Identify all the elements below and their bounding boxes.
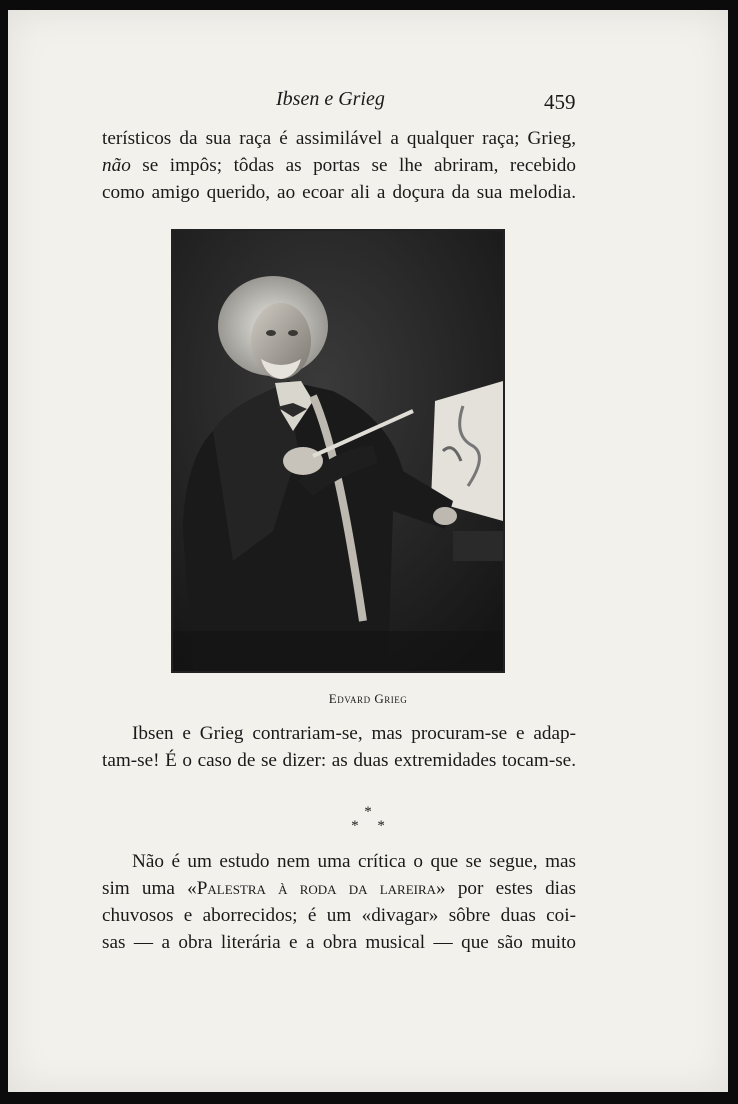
- paragraph-3-line: sas — a obra literária e a obra musical — que são muito: [102, 932, 576, 953]
- page-header: [8, 88, 728, 118]
- running-title: Ibsen e Grieg: [276, 88, 385, 110]
- book-page: [8, 10, 728, 1092]
- paragraph-2: [102, 720, 576, 774]
- paragraph-2-line: tam-se! É o caso de se dizer: as duas extremidades tocam-se.: [102, 750, 576, 771]
- italic-word: não: [102, 155, 131, 176]
- page-number: 459: [544, 90, 576, 114]
- paragraph-2-line: Ibsen e Grieg contrariam-se, mas procuram-se e adap-: [132, 723, 576, 744]
- figure-caption: Edvard Grieg: [328, 691, 408, 706]
- line-text: se impôs; tôdas as portas se lhe abriram, recebido: [130, 155, 576, 176]
- paragraph-1-line: terísticos da sua raça é assimilável a qualquer raça; Grieg,: [102, 128, 576, 149]
- portrait-photo: [171, 229, 505, 673]
- paragraph-3-line: [102, 875, 576, 902]
- paragraph-3-line: chuvosos e aborrecidos; é um «divagar» sôbre duas coi-: [102, 905, 576, 926]
- section-separator: [8, 805, 728, 833]
- small-caps-title: Palestra à roda da lareira: [196, 878, 437, 899]
- paragraph-3-line: Não é um estudo nem uma crítica o que se segue, mas: [132, 851, 576, 872]
- line-text: » por estes dias: [436, 878, 576, 899]
- paragraph-3: [102, 848, 576, 956]
- separator-bottom-stars: * *: [351, 818, 385, 834]
- paragraph-1-line: [102, 152, 576, 179]
- paragraph-1: [102, 125, 576, 206]
- line-text: sim uma «: [102, 878, 197, 899]
- conductor-portrait-image: [173, 231, 503, 671]
- paragraph-1-line: como amigo querido, ao ecoar ali a doçura da sua melodia.: [102, 182, 576, 203]
- separator-top-star: *: [364, 804, 372, 820]
